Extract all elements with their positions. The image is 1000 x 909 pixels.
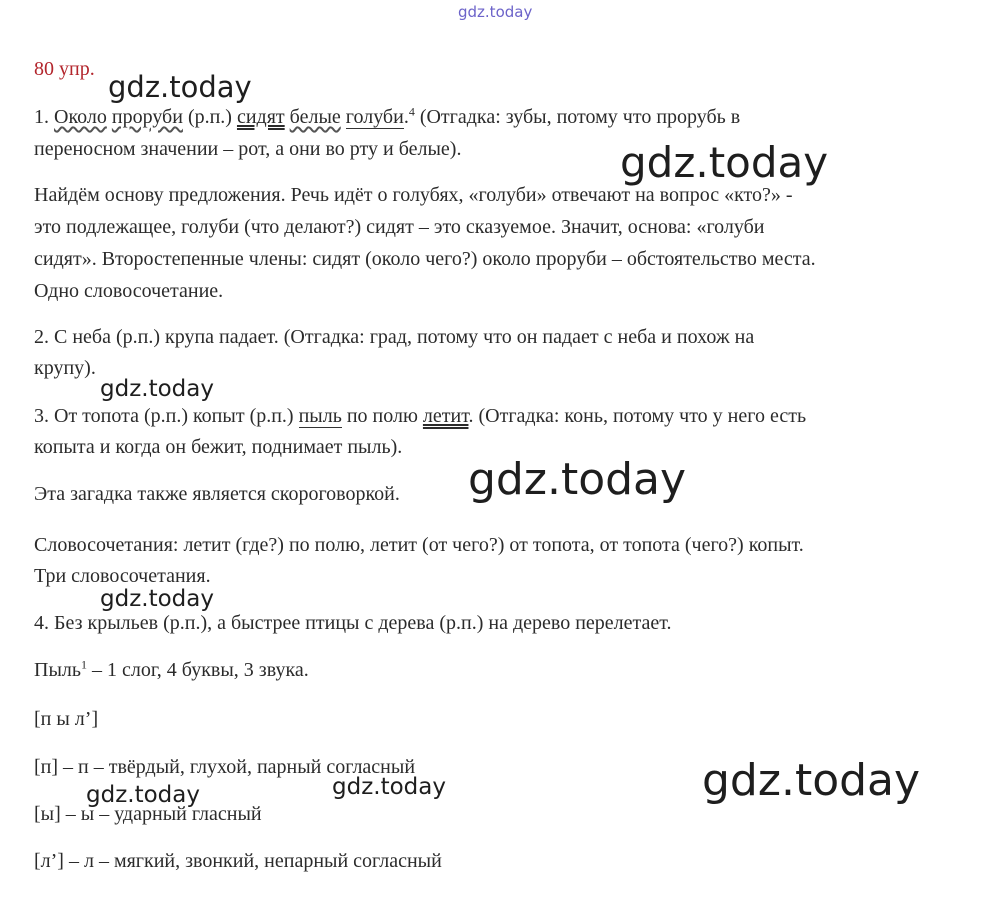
- exercise-1-answer: (Отгадка: зубы, потому что прорубь в: [419, 106, 741, 128]
- phrases-line: Три словосочетания.: [34, 565, 211, 587]
- sound-line: [л’] – л – мягкий, звонкий, непарный согласный: [34, 850, 442, 872]
- attribute-word: белые: [289, 106, 341, 128]
- watermark: gdz.today: [620, 138, 829, 187]
- phonetic-word: Пыль: [34, 659, 81, 681]
- predicate-word: сидят: [236, 106, 285, 128]
- exercise-3-text: 3. От топота (р.п.) копыт (р.п.): [34, 405, 294, 427]
- subject-word: голуби: [345, 106, 404, 128]
- exercise-4-line: 4. Без крыльев (р.п.), а быстрее птицы с дерева (р.п.) на дерево перелетает.: [34, 612, 672, 634]
- watermark: gdz.today: [100, 586, 214, 612]
- watermark: gdz.today: [108, 70, 252, 104]
- exercise-3-line-2: копыта и когда он бежит, поднимает пыль).: [34, 436, 403, 458]
- watermark: gdz.today: [332, 774, 446, 800]
- watermark-top: gdz.today: [458, 3, 533, 21]
- watermark: gdz.today: [702, 755, 921, 806]
- exercise-1-number: 1.: [34, 106, 49, 128]
- case-note: (р.п.): [187, 106, 232, 128]
- watermark: gdz.today: [86, 782, 200, 808]
- exercise-2-line: 2. С неба (р.п.) крупа падает. (Отгадка: град, потому что он падает с неба и похож на: [34, 326, 755, 348]
- exercise-2-line: крупу).: [34, 357, 96, 379]
- analysis-line: это подлежащее, голуби (что делают?) сидят – это сказуемое. Значит, основа: «голуби: [34, 216, 765, 238]
- watermark: gdz.today: [100, 376, 214, 402]
- footnote-mark: 1: [80, 657, 87, 672]
- footnote-mark: 4: [408, 104, 415, 119]
- phonetic-summary-text: – 1 слог, 4 буквы, 3 звука.: [91, 659, 309, 681]
- phonetic-transcription: [п ы л’]: [34, 708, 99, 730]
- subject-word: пыль: [298, 405, 342, 427]
- exercise-1-line-2: переносном значении – рот, а они во рту и белые).: [34, 138, 462, 160]
- exercise-1-line-1: 1. Около проруби (р.п.) сидят белые голуби.$^4$ (Отгадка: зубы, потому что прорубь в: [34, 104, 741, 128]
- analysis-line: сидят». Второстепенные члены: сидят (около чего?) около проруби – обстоятельство места.: [34, 248, 816, 270]
- analysis-line: Найдём основу предложения. Речь идёт о голубях, «голуби» отвечают на вопрос «кто?» -: [34, 184, 793, 206]
- circumstance-word: Около: [54, 106, 107, 128]
- predicate-word: летит: [422, 405, 469, 427]
- phonetic-summary: [34, 657, 309, 681]
- exercise-3-line-1: [34, 406, 806, 426]
- analysis-line: Одно словосочетание.: [34, 280, 224, 302]
- watermark: gdz.today: [468, 454, 687, 505]
- exercise-3-text: по полю: [346, 405, 418, 427]
- circumstance-word: проруби: [111, 106, 183, 128]
- exercise-3-answer: . (Отгадка: конь, потому что у него есть: [468, 405, 807, 427]
- exercise-heading: 80 упр.: [34, 58, 95, 80]
- tongue-twister-note: Эта загадка также является скороговоркой.: [34, 483, 400, 505]
- sound-line: [п] – п – твёрдый, глухой, парный согласный: [34, 756, 416, 778]
- sound-line: [ы] – ы – ударный гласный: [34, 803, 262, 825]
- phrases-line: Словосочетания: летит (где?) по полю, летит (от чего?) от топота, от топота (чего?) копыт.: [34, 534, 804, 556]
